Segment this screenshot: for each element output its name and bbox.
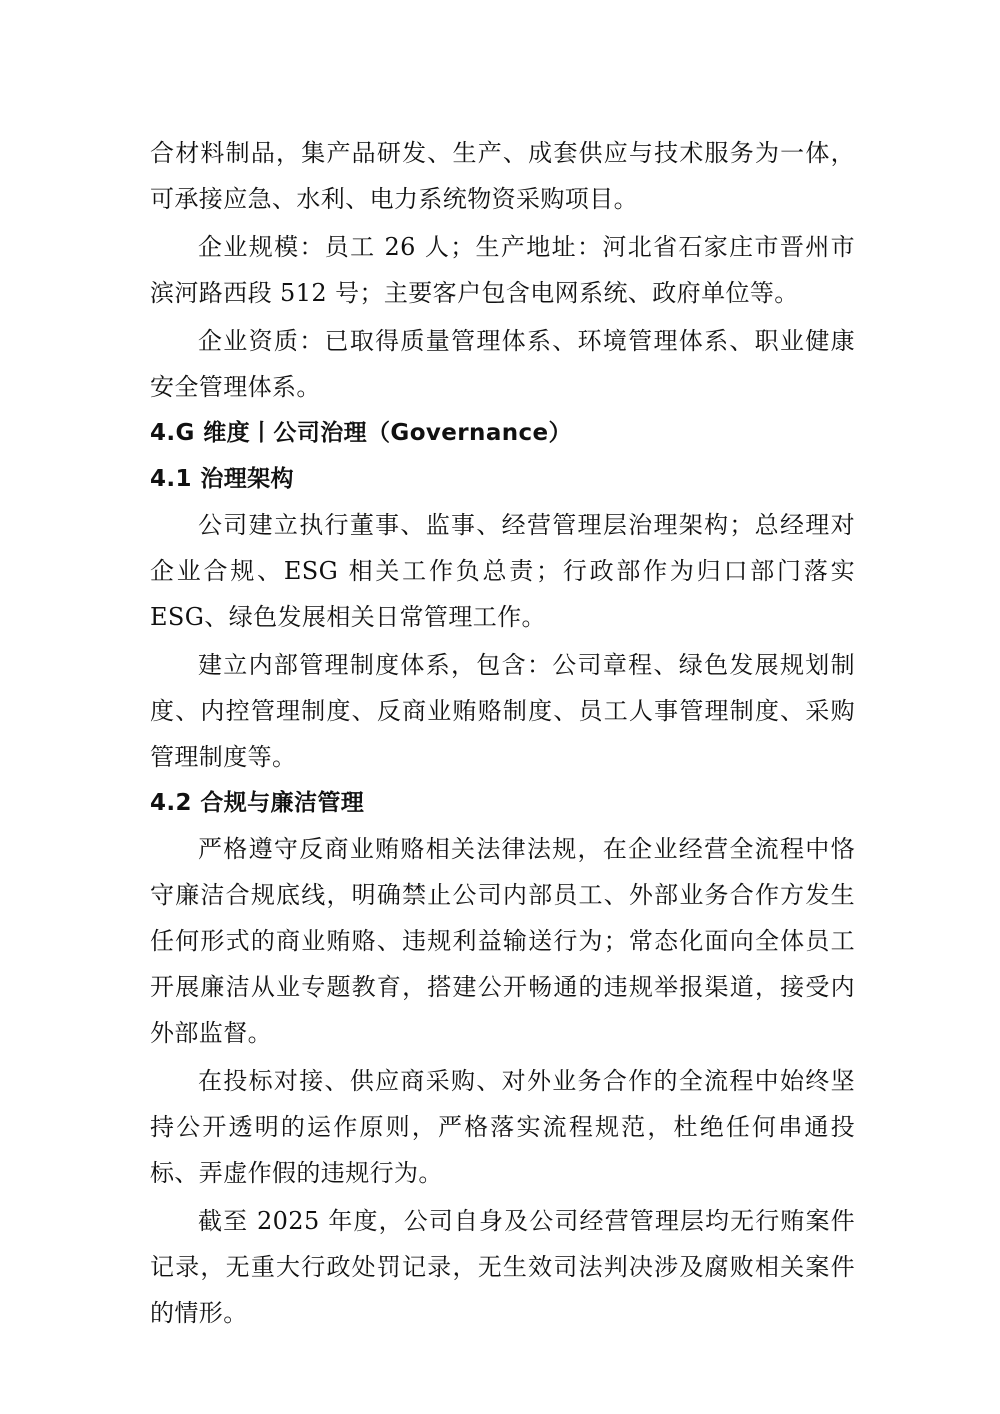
document-body [150, 130, 855, 1336]
paragraph-governance-structure: 公司建立执行董事、监事、经营管理层治理架构；总经理对企业合规、ESG 相关工作负总责；行政部作为归口部门落实 ESG、绿色发展相关日常管理工作。 [150, 511, 855, 631]
paragraph-continued: 合材料制品，集产品研发、生产、成套供应与技术服务为一体，可承接应急、水利、电力系统物资采购项目。 [150, 139, 855, 213]
paragraph-management-system: 建立内部管理制度体系，包含：公司章程、绿色发展规划制度、内控管理制度、反商业贿赂制度、员工人事管理制度、采购管理制度等。 [150, 651, 855, 771]
section-heading-governance: 4.G 维度丨公司治理（Governance） [150, 420, 572, 446]
paragraph-anti-bribery: 严格遵守反商业贿赂相关法律法规，在企业经营全流程中恪守廉洁合规底线，明确禁止公司内部员工、外部业务合作方发生任何形式的商业贿赂、违规利益输送行为；常态化面向全体员工开展廉洁从业专题教育，搭建公开畅通的违规举报渠道，接受内外部监督。 [150, 835, 855, 1047]
paragraph-compliance-record: 截至 2025 年度，公司自身及公司经营管理层均无行贿案件记录，无重大行政处罚记录，无生效司法判决涉及腐败相关案件的情形。 [150, 1207, 855, 1327]
section-heading-4-1: 4.1 治理架构 [150, 466, 294, 492]
paragraph-company-scale: 企业规模：员工 26 人；生产地址：河北省石家庄市晋州市滨河路西段 512 号；主要客户包含电网系统、政府单位等。 [150, 233, 855, 307]
paragraph-company-qualification: 企业资质：已取得质量管理体系、环境管理体系、职业健康安全管理体系。 [150, 327, 855, 401]
section-heading-4-2: 4.2 合规与廉洁管理 [150, 790, 365, 816]
paragraph-transparency: 在投标对接、供应商采购、对外业务合作的全流程中始终坚持公开透明的运作原则，严格落实流程规范，杜绝任何串通投标、弄虚作假的违规行为。 [150, 1067, 855, 1187]
